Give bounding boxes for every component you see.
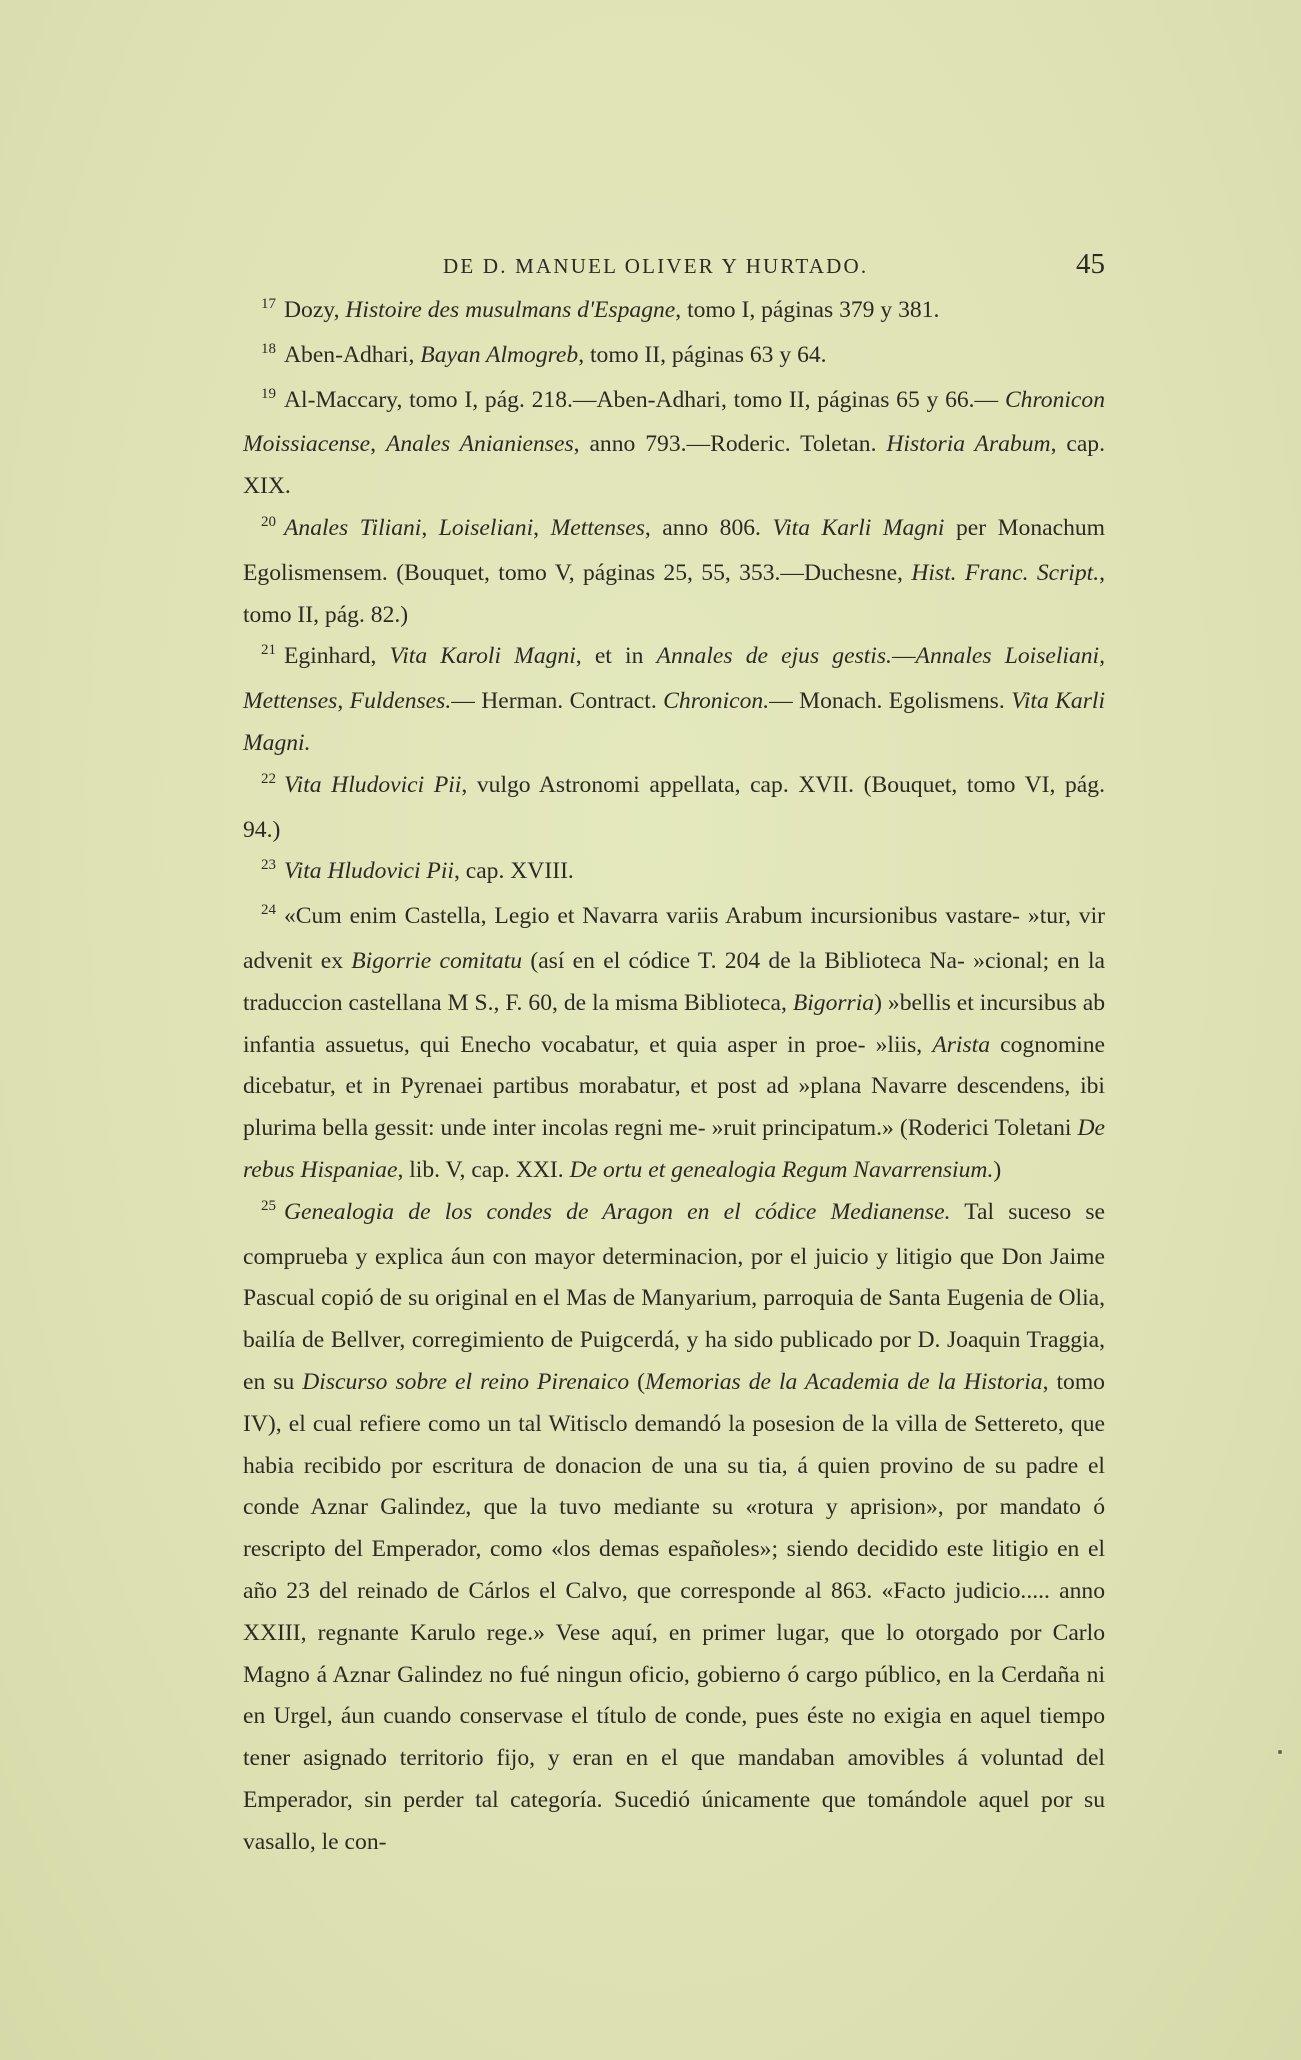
italic-title: Loiseliani <box>438 514 534 541</box>
page-header <box>243 248 1105 292</box>
footnote-text: ) »bellis et incursibus ab infantia assuetus, qui Enecho vocabatur, et quia asper in proe- »liis, <box>243 989 1106 1058</box>
footnote-number: 22 <box>261 770 276 787</box>
italic-title: Bayan Almogreb <box>420 341 579 368</box>
italic-title: Chronicon Moissiacense <box>243 386 1105 458</box>
footnote-text: , lib. V, cap. XXI. <box>397 1156 570 1183</box>
footnote-number: 21 <box>261 642 276 659</box>
page-number: 45 <box>1076 248 1105 280</box>
footnote-number: 18 <box>261 340 276 357</box>
italic-title: Mettenses <box>550 514 645 541</box>
italic-title: Vita Karoli Magni <box>389 643 576 670</box>
italic-title: Annales Loiseliani, Mettenses <box>243 643 1106 715</box>
italic-title: Memorias de la Academia de la Historia <box>645 1368 1043 1395</box>
italic-title: Genealogia de los condes de Aragon en el códice Medianense. <box>284 1198 951 1225</box>
footnote-number: 20 <box>261 513 276 530</box>
footnote-text: , tomo IV), el cual refiere como un tal Witisclo demandó la posesion de la villa de Settereto, que habia recibido por escritura de donacion de una su tia, á quien provino de su padre el conde Aznar Galindez, que la tuvo mediante su «rotura y aprision», por mandato ó rescripto del Emperador, como «los demas españoles»; siendo decidido este litigio en el año 23 del reinado de Cárlos el Calvo, que corresponde al 863. «Facto judicio..... anno XXIII, regnante Karulo rege.» Vese aquí, en primer lugar, que lo otorgado por Carlo Magno á Aznar Galindez no fué ningun oficio, gobierno ó cargo público, en la Cerdaña ni en Urgel, áun cuando conservase el título de conde, pues éste no exigia en aquel tiempo tener asignado territorio fijo, y eran en el que mandaban amovibles á voluntad del Emperador, sin perder tal categoría. Sucedió únicamente que tomándole aquel por su vasallo, le con- <box>243 1368 1105 1855</box>
italic-title: Bigorria <box>792 989 875 1016</box>
footnote-text: — Herman. Contract. <box>451 688 664 715</box>
footnote-22 <box>243 765 1105 852</box>
italic-title: De rebus Hispaniae <box>243 1115 1105 1183</box>
footnote-text: cognomine dicebatur, et in Pyrenaei partibus morabatur, et post ad »plana Navarre descendens, ibi plurima bella gessit: unde inter incolas regni me- »ruit principatum.» (Roderici Toletani <box>243 1031 1105 1142</box>
italic-title: Vita Hludovici Pii <box>284 771 462 798</box>
footnote-text: Al-Maccary, tomo I, pág. 218.—Aben-Adhari, tomo II, páginas 65 y 66.— <box>284 386 1005 413</box>
footnote-text: Eginhard, <box>284 643 390 670</box>
footnote-24 <box>243 896 1105 1192</box>
footnote-text: (así en el códice T. 204 de la Biblioteca Na- »cional; en la traduccion castellana M S., F. 60, de la misma Biblioteca, <box>243 947 1105 1016</box>
italic-title: Arista <box>932 1031 990 1058</box>
footnote-text: — <box>891 643 916 670</box>
footnote-23 <box>243 851 1105 896</box>
footnote-text: , tomo II, pág. 82.) <box>243 559 1105 628</box>
footnote-text: per Monachum Egolismensem. (Bouquet, tomo V, páginas 25, 55, 353.—Duchesne, <box>243 514 1106 586</box>
footnote-text: , et in <box>575 643 657 670</box>
footnote-text: , vulgo Astronomi appellata, cap. XVII. (Bouquet, tomo VI, pág. 94.) <box>243 771 1105 843</box>
footnote-text: Dozy, <box>284 297 346 323</box>
footnote-text: , <box>370 431 386 458</box>
footnote-number: 23 <box>261 857 276 874</box>
footnote-text: , tomo II, páginas 63 y 64. <box>578 341 827 368</box>
footnote-text: , <box>337 688 350 715</box>
italic-title: Histoire des musulmans d'Espagne <box>345 297 676 323</box>
italic-title: Vita Karli Magni <box>772 514 945 541</box>
footnote-text: ) <box>993 1156 1002 1183</box>
footnote-25 <box>243 1192 1105 1864</box>
italic-title: Annales de ejus gestis. <box>656 643 892 670</box>
running-title: DE D. MANUEL OLIVER Y HURTADO. <box>443 254 869 278</box>
italic-title: Anales Tiliani <box>284 514 422 541</box>
italic-title: Vita Hludovici Pii <box>284 858 454 885</box>
footnote-text: , anno 806. <box>644 514 773 541</box>
footnote-21 <box>243 636 1105 764</box>
footnote-text: , tomo I, páginas 379 y 381. <box>675 297 940 323</box>
footnote-text: Aben-Adhari, <box>284 341 421 368</box>
footnote-text: , <box>533 514 551 541</box>
italic-title: Hist. Franc. Script. <box>911 559 1100 586</box>
italic-title: Fuldenses. <box>349 688 452 715</box>
italic-title: Vita Karli Magni. <box>243 688 1106 756</box>
italic-title: Bigorrie comitatu <box>351 947 523 974</box>
footnote-number: 24 <box>261 902 276 919</box>
footnote-number: 17 <box>261 296 276 312</box>
footnote-text: , cap. XIX. <box>243 431 1106 500</box>
footnote-text: , cap. XVIII. <box>453 858 574 885</box>
footnote-text: — Monach. Egolismens. <box>769 688 1012 715</box>
footnote-text: , anno 793.—Roderic. Toletan. <box>573 431 887 458</box>
footnote-17 <box>243 290 1105 335</box>
ink-speck <box>1278 1750 1282 1754</box>
footnote-20 <box>243 508 1105 636</box>
italic-title: De ortu et genealogia Regum Navarrensium. <box>569 1156 994 1183</box>
footnote-19 <box>243 380 1105 508</box>
italic-title: Chronicon. <box>663 688 770 715</box>
italic-title: Anales Anianienses <box>385 431 574 458</box>
footnote-18 <box>243 335 1105 380</box>
footnote-text: ( <box>629 1368 646 1395</box>
footnote-text: «Cum enim Castella, Legio et Navarra variis Arabum incursionibus vastare- »tur, vir advenit ex <box>243 903 1105 974</box>
footnote-text: Tal suceso se comprueba y explica áun con mayor determinacion, por el juicio y litigio que Don Jaime Pascual copió de su original en el Mas de Manyarium, parroquia de Santa Eugenia de Olia, bailía de Bellver, corregimiento de Puigcerdá, y ha sido publicado por D. Joaquin Traggia, en su <box>243 1198 1105 1395</box>
footnote-number: 19 <box>261 385 276 402</box>
footnote-text: , <box>421 514 439 541</box>
italic-title: Discurso sobre el reino Pirenaico <box>302 1368 630 1395</box>
footnote-number: 25 <box>261 1197 276 1214</box>
italic-title: Historia Arabum <box>886 431 1051 458</box>
footnotes <box>243 290 1105 1863</box>
